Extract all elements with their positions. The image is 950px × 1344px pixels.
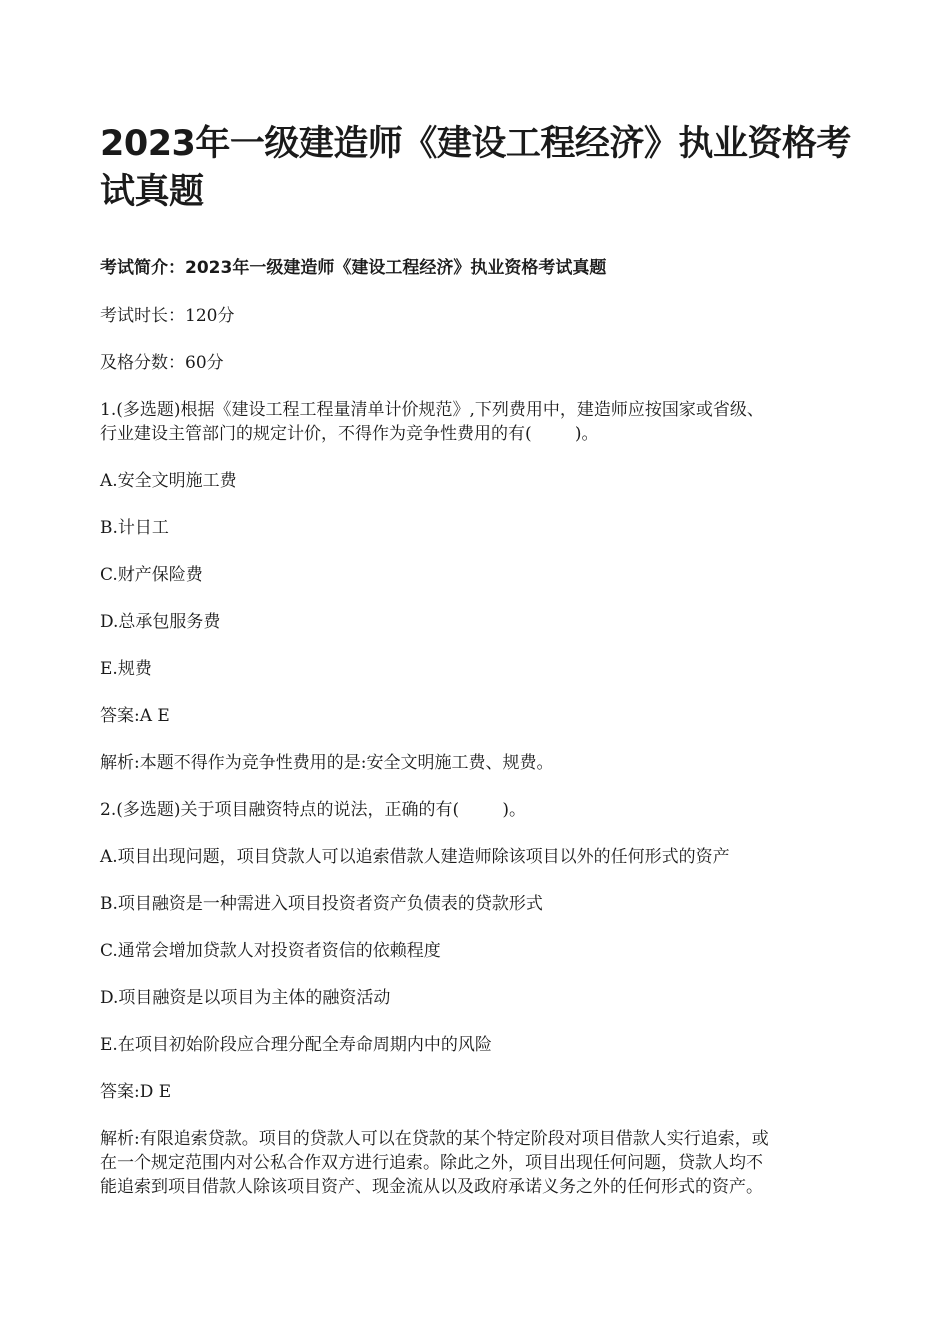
question-stem-line: 行业建设主管部门的规定计价，不得作为竞争性费用的有( )。 <box>100 424 599 444</box>
question-stem <box>100 398 852 446</box>
analysis-line: 能追索到项目借款人除该项目资产、现金流从以及政府承诺义务之外的任何形式的资产。 <box>100 1177 763 1197</box>
question-stem-line: 1.(多选题)根据《建设工程工程量清单计价规范》,下列费用中，建造师应按国家或省级、 <box>100 400 764 420</box>
analysis-line: 解析:有限追索贷款。项目的贷款人可以在贷款的某个特定阶段对项目借款人实行追索，或 <box>100 1129 769 1149</box>
option-a: A.项目出现问题，项目贷款人可以追索借款人建造师除该项目以外的任何形式的资产 <box>100 847 730 867</box>
option-b: B.项目融资是一种需进入项目投资者资产负债表的贷款形式 <box>100 894 543 914</box>
option-c: C.财产保险费 <box>100 565 203 585</box>
option-a: A.安全文明施工费 <box>100 471 237 491</box>
pass-score: 及格分数：60分 <box>100 353 224 373</box>
option-e: E.规费 <box>100 659 152 679</box>
analysis <box>100 1127 852 1199</box>
answer: 答案:D E <box>100 1082 172 1102</box>
option-c: C.通常会增加贷款人对投资者资信的依赖程度 <box>100 941 441 961</box>
document-page <box>100 120 852 1222</box>
option-e: E.在项目初始阶段应合理分配全寿命周期内中的风险 <box>100 1035 492 1055</box>
analysis <box>100 751 852 775</box>
question-stem-line: 2.(多选题)关于项目融资特点的说法，正确的有( )。 <box>100 800 526 820</box>
exam-duration: 考试时长：120分 <box>100 306 235 326</box>
option-b: B.计日工 <box>100 518 169 538</box>
answer: 答案:A E <box>100 706 170 726</box>
analysis-line: 解析:本题不得作为竞争性费用的是:安全文明施工费、规费。 <box>100 753 554 773</box>
option-d: D.项目融资是以项目为主体的融资活动 <box>100 988 391 1008</box>
question-stem <box>100 798 852 822</box>
exam-intro: 考试简介：2023年一级建造师《建设工程经济》执业资格考试真题 <box>100 258 607 278</box>
document-title: 2023年一级建造师《建设工程经济》执业资格考试真题 <box>100 124 851 212</box>
analysis-line: 在一个规定范围内对公私合作双方进行追索。除此之外，项目出现任何问题，贷款人均不 <box>100 1153 763 1173</box>
option-d: D.总承包服务费 <box>100 612 221 632</box>
